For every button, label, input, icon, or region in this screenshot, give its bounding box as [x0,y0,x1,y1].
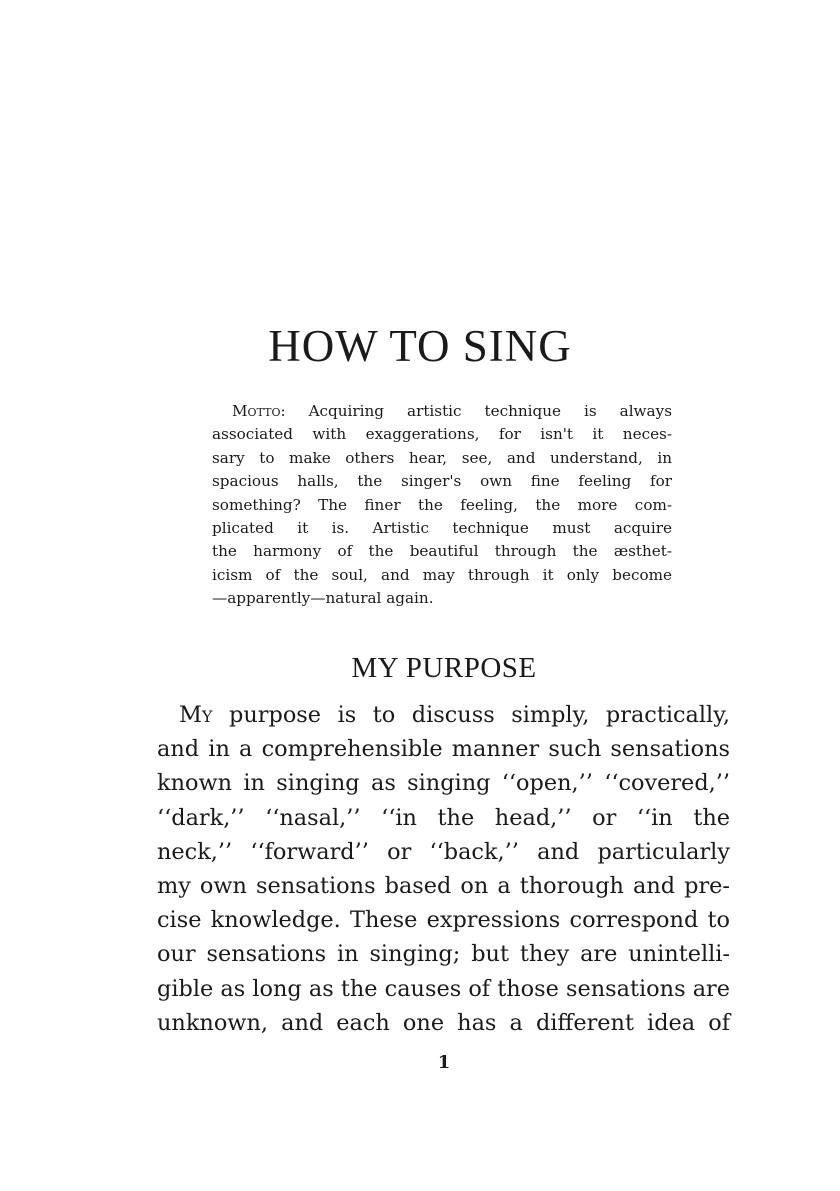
motto-line: —apparently—natural again. [212,589,434,608]
motto-label: Motto: [232,402,286,420]
body-line: gible as long as the causes of those sensations are [157,975,730,1002]
motto-line: something? The finer the feeling, the more com- [212,495,672,514]
motto-line: the harmony of the beautiful through the æsthet- [212,542,672,561]
motto-line: spacious halls, the singer's own fine feeling for [212,472,672,491]
body-paragraph [157,698,730,1040]
motto-line: plicated it is. Artistic technique must acquire [212,519,672,538]
motto-line: associated with exaggerations, for isn't it neces- [212,425,672,444]
section-heading: MY PURPOSE [351,652,537,684]
motto-line: icism of the soul, and may through it only become [212,565,672,584]
body-lead-word: My [179,702,213,728]
body-line: unknown, and each one has a different idea of [157,1009,730,1036]
motto-paragraph [212,400,672,611]
page-number: 1 [437,1052,451,1073]
body-line: neck,’’ ‘‘forward’’ or ‘‘back,’’ and particularly [157,838,730,865]
body-line: My purpose is to discuss simply, practically, [179,702,730,728]
body-line: ‘‘dark,’’ ‘‘nasal,’’ ‘‘in the head,’’ or ‘‘in the [157,804,730,831]
body-line: our sensations in singing; but they are unintelli- [157,941,730,968]
body-line: and in a comprehensible manner such sensations [157,736,730,763]
body-line: known in singing as singing ‘‘open,’’ ‘‘covered,’’ [157,770,730,797]
page-title: HOW TO SING [268,321,572,371]
body-line: my own sensations based on a thorough and pre- [157,873,730,900]
body-line: cise knowledge. These expressions correspond to [157,907,730,934]
motto-line: sary to make others hear, see, and understand, in [212,448,672,467]
motto-line: Motto: Acquiring artistic technique is always [232,402,672,420]
